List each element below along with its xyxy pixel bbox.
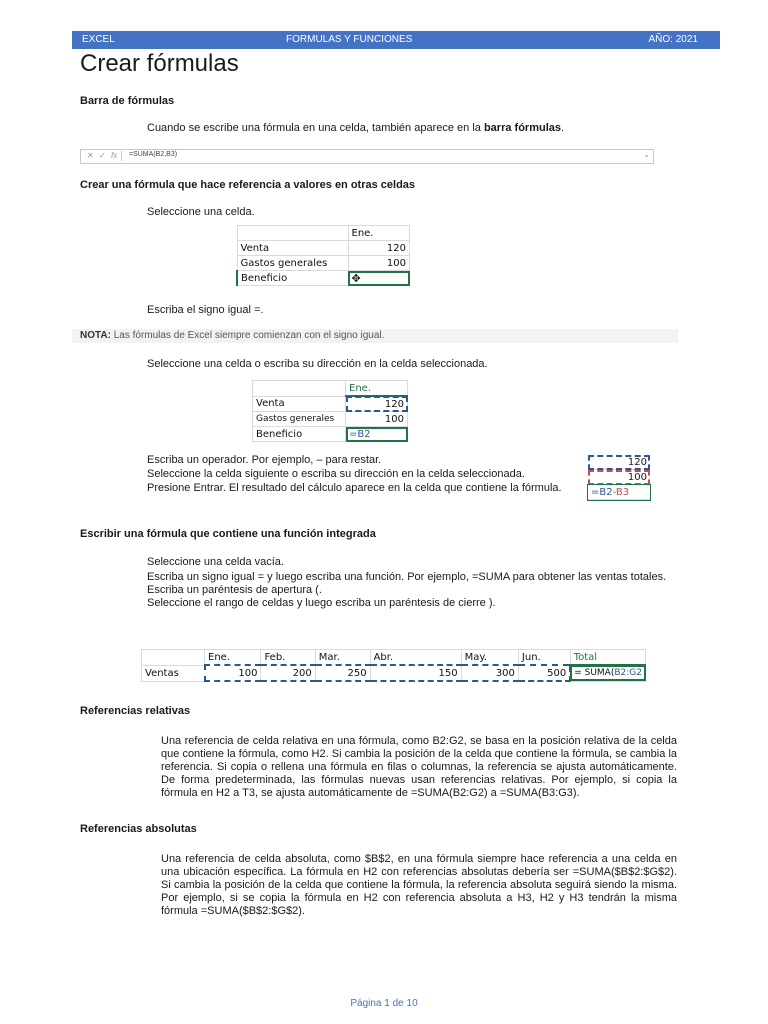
formula-cell: =B2 [346,427,408,442]
col-header-ene: Ene. [346,381,408,397]
mini-formula-example [588,455,650,500]
step-select-range: Seleccione el rango de celdas y luego escriba un paréntesis de cierre ). [147,597,496,609]
heading-barra-formulas: Barra de fórmulas [80,95,175,107]
enter-icon: ✓ [99,151,106,160]
row-label-ventas: Ventas [142,665,205,681]
row-label-gastos: Gastos generales [253,412,346,427]
cell-value: 500 [518,665,570,681]
formula-bar [80,149,654,164]
col-header: Mar. [315,650,370,666]
corner-cell [142,650,205,666]
function-steps [147,556,677,610]
steps-operator-block [147,454,577,495]
cell-venta: 120 [348,241,410,256]
step-select-address: Seleccione una celda o escriba su dirección en la celda seleccionada. [147,358,488,370]
absolutas-paragraph: Una referencia de celda absoluta, como $B$2, en una fórmula siempre hace referencia a una celda en una ubicación específica. La fórmula en H2 con referencias absolutas debería ser =SUMA($B$2:$G$2). Si cambia la posición de la celda que contiene la fórmula, la referencia absoluta seguirá siendo la misma. Por ejemplo, si se copia la fórmula en H2 con referencia absoluta a H3, H2 y H3 tendrán la misma fórmula =SUMA($B$2:$G$2). [161,853,677,917]
formula-bar-content: =SUMA(B2,B3) [129,151,178,158]
col-header: Ene. [205,650,261,666]
selected-cell [348,271,410,286]
cell-gastos: 100 [348,256,410,271]
row-label-beneficio: Beneficio [253,427,346,442]
header-bar [72,31,720,49]
corner-cell [237,226,348,241]
total-formula-cell: = SUMA(B2:G2 [570,665,645,681]
cell-gastos: 100 [346,412,408,427]
step-empty-cell: Seleccione una celda vacía. [147,556,284,568]
heading-funcion-integrada: Escribir una fórmula que contiene una función integrada [80,528,376,540]
row-label-beneficio: Beneficio [237,271,348,286]
col-header: May. [461,650,518,666]
page-number: Página 1 de 10 [350,998,418,1009]
mini-formula-cell: =B2-B3 [588,485,650,500]
formula-bar-divider [121,151,122,161]
step-open-paren: Escriba un paréntesis de apertura (. [147,584,322,596]
step-operator: Escriba un operador. Por ejemplo, – para restar. [147,454,382,466]
step-type-function: Escriba un signo igual = y luego escriba una función. Por ejemplo, =SUMA para obtener las ventas totales. [147,571,667,583]
col-header: Jun. [518,650,570,666]
step-type-equal: Escriba el signo igual =. [147,304,264,316]
corner-cell [253,381,346,397]
heading-referencia-valores: Crear una fórmula que hace referencia a valores en otras celdas [80,179,416,191]
chevron-down-icon: ⌄ [643,150,650,159]
relativas-paragraph: Una referencia de celda relativa en una fórmula, como B2:G2, se basa en la posición relativa de la celda que contiene la fórmula, como H2. Si cambia la posición de la celda que contiene la fórmula, se cambia la referencia. Si copia o rellena una fórmula en filas o columnas, la referencia se ajusta automáticamente. De forma predeterminada, las fórmulas nuevas usan referencias relativas. Por ejemplo, si copia la fórmula en H2 a T3, se ajusta automáticamente de =SUMA(B2:G2) a =SUMA(B3:G3). [161,735,677,799]
row-label-venta: Venta [237,241,348,256]
header-right: AÑO: 2021 [648,34,698,45]
cell-value: 300 [461,665,518,681]
sum-function-table [141,649,646,682]
heading-referencias-absolutas: Referencias absolutas [80,823,197,835]
cursor-icon: ✥ [351,271,361,285]
note-box: NOTA: Las fórmulas de Excel siempre comienzan con el signo igual. [72,329,678,343]
header-left: EXCEL [82,34,115,45]
mini-cell-120: 120 [588,455,650,470]
row-label-venta: Venta [253,396,346,412]
cell-value: 150 [370,665,461,681]
page-title: Crear fórmulas [80,50,239,77]
step-press-enter: Presione Entrar. El resultado del cálculo aparece en la celda que contiene la fórmula. [147,482,562,494]
cell-venta-referenced: 120 [346,396,408,412]
col-header-total: Total [570,650,645,666]
cell-value: 100 [205,665,261,681]
mini-cell-100: 100 [588,470,650,485]
example-table-1 [236,225,410,286]
example-table-2 [252,380,408,442]
col-header: Feb. [261,650,315,666]
col-header-ene: Ene. [348,226,410,241]
step-next-cell: Seleccione la celda siguiente o escriba su dirección en la celda seleccionada. [147,468,525,480]
cell-value: 200 [261,665,315,681]
col-header: Abr. [370,650,461,666]
fx-icon: fx [111,151,118,160]
cancel-icon: ✕ [87,151,94,160]
step-select-cell: Seleccione una celda. [147,206,255,218]
barra-formulas-text: Cuando se escribe una fórmula en una celda, también aparece en la barra fórmulas. [147,122,565,134]
header-center: FORMULAS Y FUNCIONES [286,34,413,45]
heading-referencias-relativas: Referencias relativas [80,705,191,717]
row-label-gastos: Gastos generales [237,256,348,271]
cell-value: 250 [315,665,370,681]
